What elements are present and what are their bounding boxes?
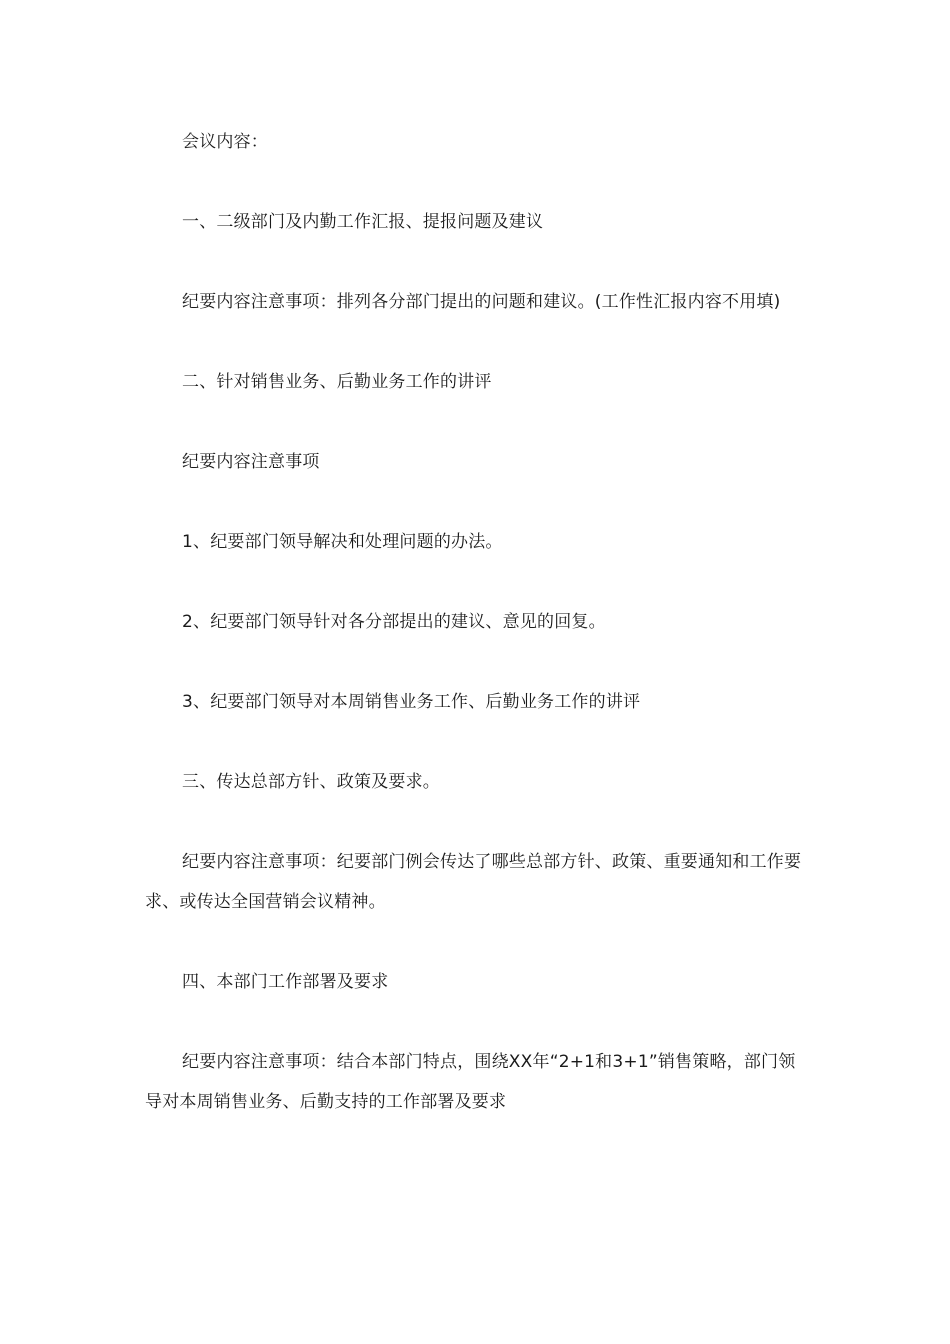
paragraph-spacer <box>145 642 805 682</box>
section-three-note: 纪要内容注意事项：纪要部门例会传达了哪些总部方针、政策、重要通知和工作要求、或传达全国营销会议精神。 <box>145 852 802 912</box>
paragraph-spacer <box>145 162 805 202</box>
section-one-heading: 一、二级部门及内勤工作汇报、提报问题及建议 <box>182 212 544 232</box>
section-three-heading: 三、传达总部方针、政策及要求。 <box>182 772 440 792</box>
paragraph-spacer <box>145 482 805 522</box>
meeting-content-heading: 会议内容： <box>182 132 268 152</box>
section-two-note-heading: 纪要内容注意事项 <box>182 452 320 472</box>
section-four-heading: 四、本部门工作部署及要求 <box>182 972 389 992</box>
section-two-item-2: 2、纪要部门领导针对各分部提出的建议、意见的回复。 <box>182 612 606 632</box>
paragraph-spacer <box>145 1002 805 1042</box>
paragraph-spacer <box>145 402 805 442</box>
section-two-heading: 二、针对销售业务、后勤业务工作的讲评 <box>182 372 492 392</box>
document-body <box>145 122 805 1122</box>
paragraph-spacer <box>145 562 805 602</box>
section-four-note: 纪要内容注意事项：结合本部门特点，围绕XX年“2+1和3+1”销售策略，部门领导对本周销售业务、后勤支持的工作部署及要求 <box>145 1052 796 1112</box>
paragraph-spacer <box>145 802 805 842</box>
section-two-item-1: 1、纪要部门领导解决和处理问题的办法。 <box>182 532 503 552</box>
paragraph-spacer <box>145 722 805 762</box>
paragraph-spacer <box>145 242 805 282</box>
paragraph-spacer <box>145 322 805 362</box>
section-one-note: 纪要内容注意事项：排列各分部门提出的问题和建议。(工作性汇报内容不用填) <box>182 292 781 312</box>
paragraph-spacer <box>145 922 805 962</box>
section-two-item-3: 3、纪要部门领导对本周销售业务工作、后勤业务工作的讲评 <box>182 692 641 712</box>
